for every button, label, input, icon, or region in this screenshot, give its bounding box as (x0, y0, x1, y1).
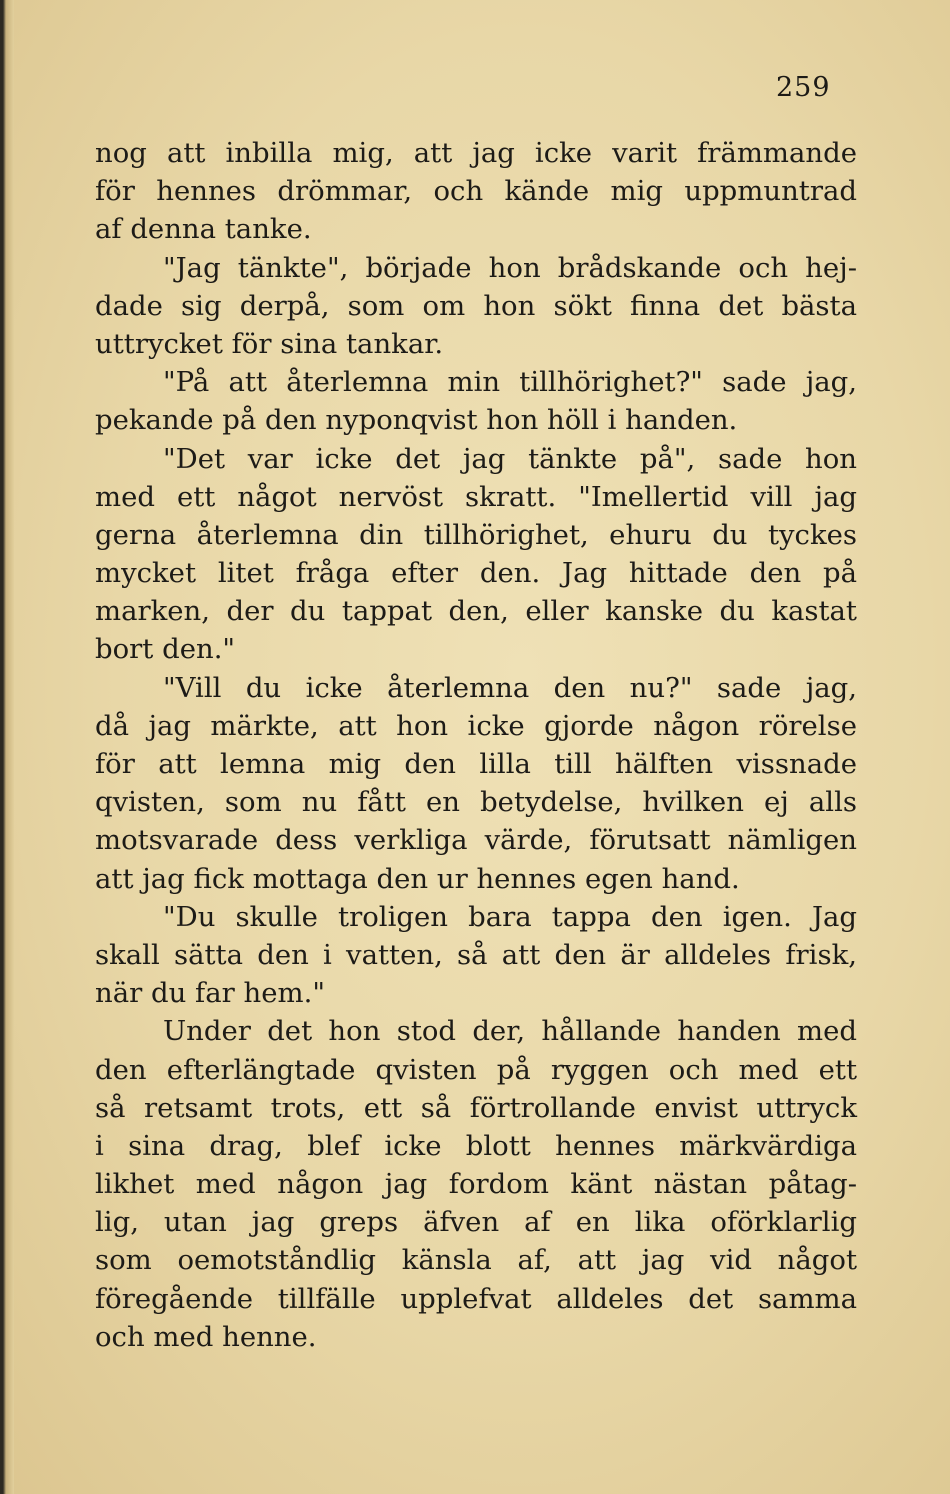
text-line: qvisten, som nu fått en betydelse, hvilken ej alls (95, 786, 857, 819)
text-line: då jag märkte, att hon icke gjorde någon rörelse (95, 709, 857, 742)
text-line: "Det var icke det jag tänkte på", sade hon (163, 442, 857, 475)
text-line: nog att inbilla mig, att jag icke varit främmande (95, 137, 857, 169)
text-line: Under det hon stod der, hållande handen med (163, 1015, 857, 1048)
text-line: i sina drag, blef icke blott hennes märkvärdiga (95, 1129, 857, 1162)
text-line: "På att återlemna min tillhörighet?" sade jag, (163, 366, 857, 399)
body-text (95, 134, 857, 1356)
text-line: den efterlängtade qvisten på ryggen och med ett (95, 1053, 857, 1086)
text-line: så retsamt trots, ett så förtrollande envist uttryck (95, 1091, 857, 1124)
page-number: 259 (776, 72, 831, 103)
text-line: "Du skulle troligen bara tappa den igen. Jag (163, 900, 857, 933)
text-line: marken, der du tappat den, eller kanske du kastat (95, 595, 857, 628)
text-line: för hennes drömmar, och kände mig uppmuntrad (95, 175, 857, 208)
text-line: "Vill du icke återlemna den nu?" sade jag, (163, 671, 857, 704)
text-line: likhet med någon jag fordom känt nästan påtag- (95, 1168, 857, 1201)
page-binding-edge (0, 0, 14, 1494)
text-line: att jag fick mottaga den ur hennes egen hand. (95, 862, 740, 895)
text-line: bort den." (95, 633, 236, 666)
text-line: skall sätta den i vatten, så att den är alldeles frisk, (95, 938, 857, 971)
text-line: som oemotståndlig känsla af, att jag vid något (95, 1244, 857, 1277)
text-line: motsvarade dess verkliga värde, förutsatt nämligen (95, 824, 857, 857)
text-line: "Jag tänkte", började hon brådskande och hej- (163, 251, 857, 284)
text-line: föregående tillfälle upplefvat alldeles det samma (95, 1282, 857, 1315)
text-line: af denna tanke. (95, 213, 312, 246)
text-line: gerna återlemna din tillhörighet, ehuru du tyckes (95, 518, 857, 551)
text-line: för att lemna mig den lilla till hälften vissnade (95, 748, 857, 780)
text-line: med ett något nervöst skratt. "Imellertid vill jag (95, 480, 857, 513)
text-line: och med henne. (95, 1320, 317, 1353)
text-line: uttrycket för sina tankar. (95, 327, 444, 360)
text-line: mycket litet fråga efter den. Jag hittade den på (95, 557, 857, 590)
text-line: lig, utan jag greps äfven af en lika oförklarlig (95, 1206, 857, 1239)
text-line: när du far hem." (95, 977, 325, 1010)
text-line: dade sig derpå, som om hon sökt finna det bästa (95, 289, 857, 322)
text-line: pekande på den nyponqvist hon höll i handen. (95, 404, 738, 437)
